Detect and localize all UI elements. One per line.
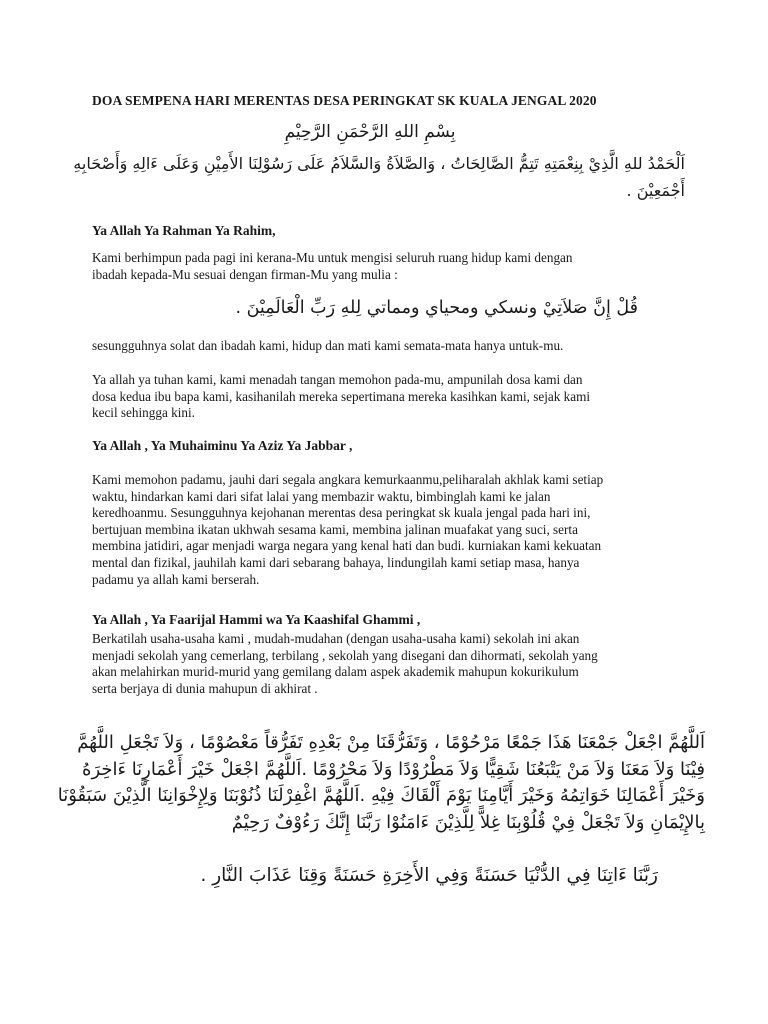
paragraph-ampunilah	[92, 372, 692, 422]
document-title: DOA SEMPENA HARI MERENTAS DESA PERINGKAT SK KUALA JENGAL 2020	[92, 93, 597, 108]
text-line: kecil sehingga kini.	[92, 405, 195, 421]
text-line: mental dan fizikal, jauhilah kami dari sebarang bahaya, lindungilah kami setiap masa, hanya	[92, 554, 580, 570]
text-line: serta berjaya di dunia mahupun di akhirat .	[92, 680, 318, 696]
paragraph-verse-meaning	[92, 338, 692, 355]
text-line: sesungguhnya solat dan ibadah kami, hidup dan mati kami semata-mata hanya untuk-mu.	[92, 338, 564, 353]
heading-ya-muhaiminu: Ya Allah , Ya Muhaiminu Ya Aziz Ya Jabbar ,	[92, 438, 353, 453]
text-line: membina jatidiri, agar menjadi warga negara yang kenal hati dan budi. kurniakan kami kekuatan	[92, 538, 602, 554]
heading-ya-rahman: Ya Allah Ya Rahman Ya Rahim,	[92, 223, 276, 238]
paragraph-memohon	[92, 472, 692, 588]
quran-verse-arabic: قُلْ إِنَّ صَلاَتِيْ ونسكي ومحياي ومماتي لِلهِ رَبِّ الْعَالَمِيْنَ .	[235, 298, 638, 318]
text-line: ibadah kepada-Mu sesuai dengan firman-Mu yang mulia :	[92, 266, 398, 282]
text-line: akan melahirkan murid-murid yang gemilang dalam aspek akademik mahupun kokurikulum	[92, 664, 579, 680]
closing-doa-arabic: رَبَّنَا ءَاتِنَا فِي الدُّنْيَا حَسَنَةً وَفِي الأَخِرَةِ حَسَنَةً وَقِنَا عَذَابَ النَّارِ .	[200, 865, 658, 886]
paragraph-berkatilah	[92, 631, 692, 697]
final-doa-arabic: اَللَّهُمَّ اجْعَلْ جَمْعَنَا هَذَا جَمْعًا مَرْحُوْمًا ، وَتَفَرُّقَنَا مِنْ بَعْدِهِ تَفَرُّقاً مَعْصُوْمًا ، وَلاَ تَجْعَلِ اللَّهُمَّ فِيْنَا وَلاَ مَعَنَا وَلاَ مَنْ يَتْبَعُنَا شَقِيًّا وَلاَ مَطْرُوْدًا وَلاَ مَحْرُوْمًا .اَللَّهُمَّ اجْعَلْ خَيْرَ أَعْمَارِنَا ءَاخِرَهُ وَخَيْرَ أَعْمَالِنَا خَوَاتِمُهُ وَخَيْرَ أَيَّامِنَا يَوْمَ أَلْقَاكَ فِيْهِ .اَللَّهُمَّ اغْفِرْلَنَا ذُنُوْبَنَا وَلِإِخْوَانِنَا الَّذِيْنَ سَبَقُوْنَا بِالإِيْمَانِ وَلاَ تَجْعَلْ فِيْ قُلُوْبِنَا غِلاًّ لِلَّذِيْنَ ءَامَنُوْا رَبَّنَا إِنَّكَ رَءُوْفٌ رَحِيْمٌ	[57, 732, 705, 833]
text-line: Ya allah ya tuhan kami, kami menadah tangan memohon pada-mu, ampunilah dosa kami dan	[92, 372, 583, 387]
opening-hamd-arabic: اَلْحَمْدُ للهِ الَّذِيْ بِنِعْمَتِهِ تَتِمُّ الصَّالِحَاتُ ، وَالصَّلاَةُ وَالسَّلاَمُ عَلَى رَسُوْلِنَا الأَمِيْنِ وَعَلَى ءَالِهِ وَأَصْحَابِهِ أَجْمَعِيْنَ .	[73, 154, 685, 200]
text-line: Kami memohon padamu, jauhi dari segala angkara kemurkaanmu,peliharalah akhlak kami setiap	[92, 472, 604, 487]
text-line: Kami berhimpun pada pagi ini kerana-Mu untuk mengisi seluruh ruang hidup kami dengan	[92, 250, 573, 265]
text-line: Berkatilah usaha-usaha kami , mudah-mudahan (dengan usaha-usaha kami) sekolah ini akan	[92, 631, 580, 646]
text-line: keredhoanmu. Sesungguhnya kejohanan merentas desa peringkat sk kuala jengal pada hari ini,	[92, 505, 591, 521]
text-line: bertujuan membina ikatan ukhwah sesama kami, membina jalinan muafakat yang suci, serta	[92, 521, 578, 537]
paragraph-berhimpun	[92, 250, 692, 283]
text-line: dosa kedua ibu bapa kami, kasihanilah mereka sepertimana mereka kasihkan kami, sejak kami	[92, 388, 591, 404]
text-line: menjadi sekolah yang cemerlang, terbilang , sekolah yang disegani dan dihormati, sekolah yang	[92, 647, 598, 663]
text-line: padamu ya allah kami berserah.	[92, 571, 260, 587]
heading-ya-faarijal: Ya Allah , Ya Faarijal Hammi wa Ya Kaashifal Ghammi ,	[92, 612, 421, 627]
basmala-arabic: بِسْمِ اللهِ الرَّحْمَنِ الرَّحِيْمِ	[284, 122, 456, 142]
text-line: waktu, hindarkan kami dari sifat lalai yang membazir waktu, bimbinglah kami ke jalan	[92, 488, 551, 504]
